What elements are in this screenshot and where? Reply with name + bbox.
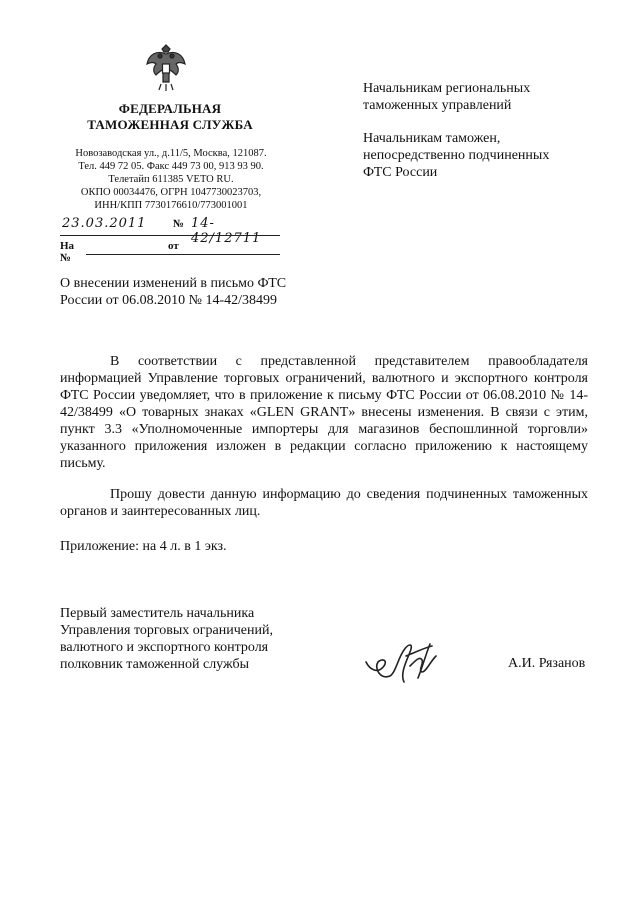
recipient-line: таможенных управлений: [363, 98, 512, 113]
signature-icon: [360, 630, 460, 690]
reference-from-label: от: [168, 240, 179, 252]
registration-date: 23.03.2011: [62, 216, 147, 231]
registration-number-label: №: [173, 218, 185, 230]
body-paragraph: Прошу довести данную информацию до сведения подчиненных таможенных органов и заинтересованных лиц.: [60, 487, 588, 519]
org-phones: Тел. 449 72 05. Факс 449 73 00, 913 93 90.: [78, 161, 264, 172]
signer-title: [60, 605, 273, 673]
number-underline: [128, 235, 280, 236]
reference-date-underline: [124, 254, 280, 255]
signer-title-line: Первый заместитель начальника: [60, 606, 255, 621]
org-address: Новозаводская ул., д.11/5, Москва, 121087.: [75, 148, 267, 159]
reference-label: На №: [60, 240, 75, 264]
org-teletype: Телетайп 611385 VETO RU.: [108, 174, 234, 185]
org-name-line2: ТАМОЖЕННАЯ СЛУЖБА: [87, 117, 253, 132]
body-paragraph: В соответствии с представленной представителем правообладателя информацией Управление торговых ограничений, валютного и экспортного контроля ФТС России уведомляет, что в приложение к письму ФТС России от 06.08.2010 № 14-42/38499 «О товарных знаках «GLEN GRANT» внесены изменения. В связи с этим, пункт 3.3 «Уполномоченные импортеры для магазинов беспошлинной торговли» указанного приложения изложен в редакции согласно приложению к настоящему письму.: [60, 354, 588, 471]
signer-title-line: Управления торговых ограничений,: [60, 623, 273, 638]
recipient-line: Начальникам региональных: [363, 81, 531, 96]
signer-title-line: валютного и экспортного контроля: [60, 640, 269, 655]
signer-title-line: полковник таможенной службы: [60, 657, 250, 672]
coat-of-arms-icon: [145, 44, 187, 92]
subject-line: России от 06.08.2010 № 14-42/38499: [60, 293, 278, 308]
registration-number: 14-42/12711: [191, 216, 262, 246]
org-okpo-ogrn: ОКПО 00034476, ОГРН 1047730023703,: [80, 187, 262, 198]
attachment-note: Приложение: на 4 л. в 1 экз.: [60, 539, 227, 554]
recipient-line: Начальникам таможен,: [363, 131, 501, 146]
subject-line: О внесении изменений в письмо ФТС: [60, 276, 287, 291]
org-name-line1: ФЕДЕРАЛЬНАЯ: [118, 101, 222, 116]
letter-body: [60, 353, 588, 520]
recipients: [363, 80, 549, 197]
recipient-line: непосредственно подчиненных: [363, 148, 550, 163]
letter-subject: [60, 275, 286, 309]
recipient-line: ФТС России: [363, 165, 438, 180]
org-contacts: [60, 147, 282, 212]
signer-name: А.И. Рязанов: [508, 656, 586, 671]
org-inn-kpp: ИНН/КПП 7730176610/773001001: [94, 200, 248, 211]
